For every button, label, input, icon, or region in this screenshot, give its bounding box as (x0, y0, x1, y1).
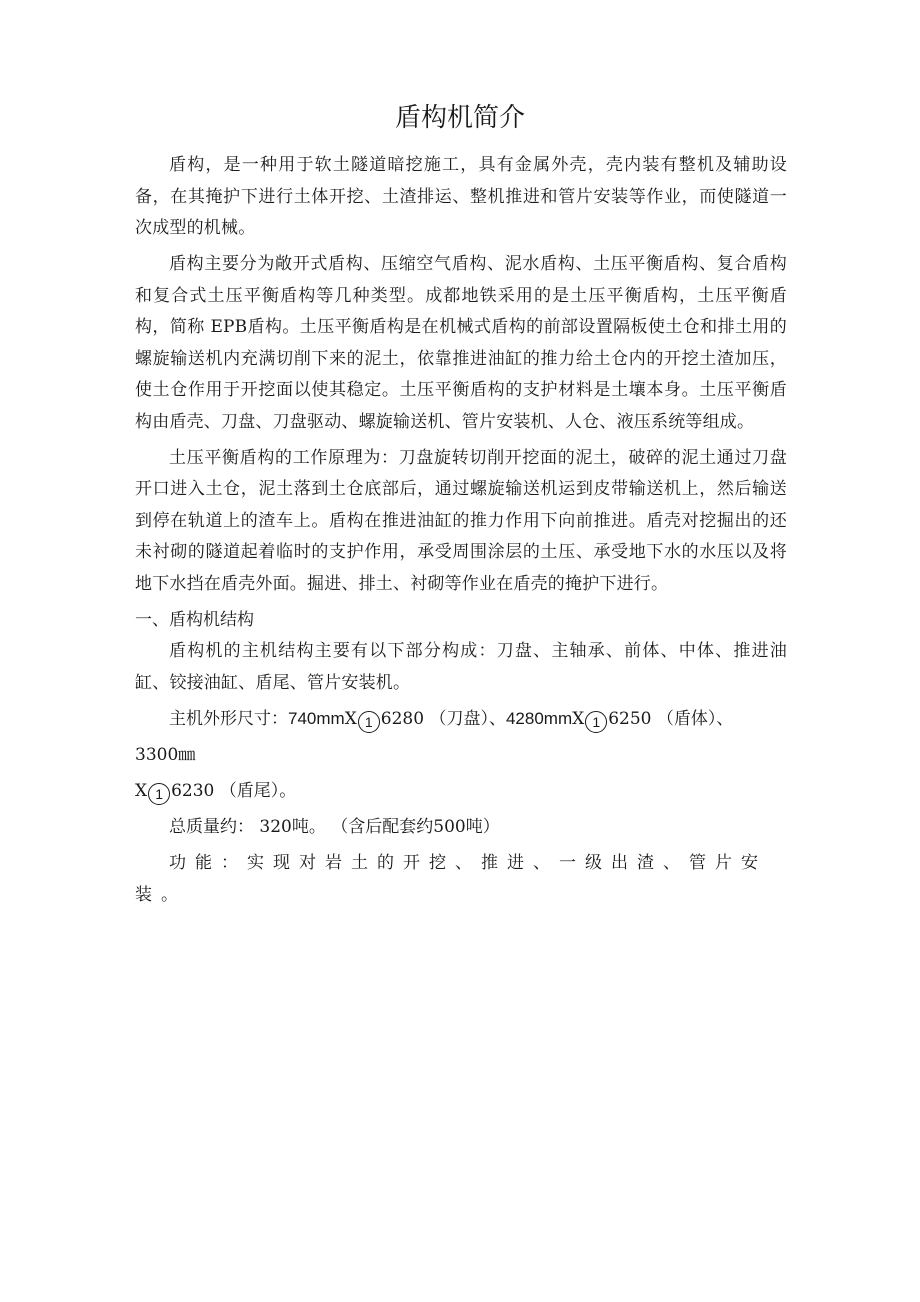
dim-body-diameter: 6250 （盾体）、 (608, 709, 734, 729)
function-line-1: 功能：实现对岩土的开挖、推进、一级出渣、管片安 (169, 853, 767, 873)
function-line-2: 装。 (135, 885, 187, 905)
dim-tail: 6230 （盾尾）。 (171, 781, 297, 801)
page-title: 盾构机简介 (394, 103, 525, 133)
circled-number: 1 (585, 711, 607, 733)
dimensions-line-2: 3300㎜ (135, 745, 196, 765)
dim-cutter-diameter: 6280 （刀盘）、 (380, 709, 506, 729)
paragraph-principle: 土压平衡盾构的工作原理为：刀盘旋转切削开挖面的泥土，破碎的泥土通过刀盘开口进入土仓，泥土落到土仓底部后，通过螺旋输送机运到皮带输送机上，然后输送到停在轨道上的渣车上。盾构在推进油缸的推力作用下向前推进。盾壳对挖掘出的还未衬砌的隧道起着临时的支护作用，承受周围涂层的土压、承受地下水的水压以及将地下水挡在盾壳外面。掘进、排土、衬砌等作业在盾壳的掩护下进行。 (135, 447, 787, 594)
times-sign: X (344, 709, 357, 729)
circled-number: 1 (148, 783, 170, 805)
paragraph-structure: 盾构机的主机结构主要有以下部分构成：刀盘、主轴承、前体、中体、推进油缸、铰接油缸、盾尾、管片安装机。 (135, 641, 787, 693)
circled-number: 1 (358, 711, 380, 733)
document-body (135, 150, 787, 913)
times-sign: X (572, 709, 585, 729)
times-sign: X (135, 781, 148, 801)
dimensions-label: 主机外形尺寸： (169, 709, 288, 729)
dim-body-length: 4280mm (505, 709, 573, 728)
paragraph-intro: 盾构，是一种用于软土隧道暗挖施工，具有金属外壳，壳内装有整机及辅助设备，在其掩护下进行土体开挖、土渣排运、整机推进和管片安装等作业，而使隧道一次成型的机械。 (135, 155, 787, 238)
dim-cutter-length: 740mm (288, 709, 345, 728)
paragraph-types: 盾构主要分为敞开式盾构、压缩空气盾构、泥水盾构、土压平衡盾构、复合盾构和复合式土压平衡盾构等几种类型。成都地铁采用的是土压平衡盾构，土压平衡盾构，简称 EPB盾构。土压平衡盾构是在机械式盾构的前部设置隔板使土仓和排土用的螺旋输送机内充满切削下来的泥土，依靠推进油缸的推力给土仓内的开挖土渣加压，使土仓作用于开挖面以使其稳定。土压平衡盾构的支护材料是土壤本身。土压平衡盾构由盾壳、刀盘、刀盘驱动、螺旋输送机、管片安装机、人仓、液压系统等组成。 (135, 254, 787, 432)
mass-line: 总质量约： 320吨。 （含后配套约500吨） (169, 817, 500, 837)
dimensions-line-3 (135, 773, 787, 809)
dimensions-line-1 (135, 701, 787, 737)
section-heading-structure: 一、盾构机结构 (135, 609, 254, 630)
